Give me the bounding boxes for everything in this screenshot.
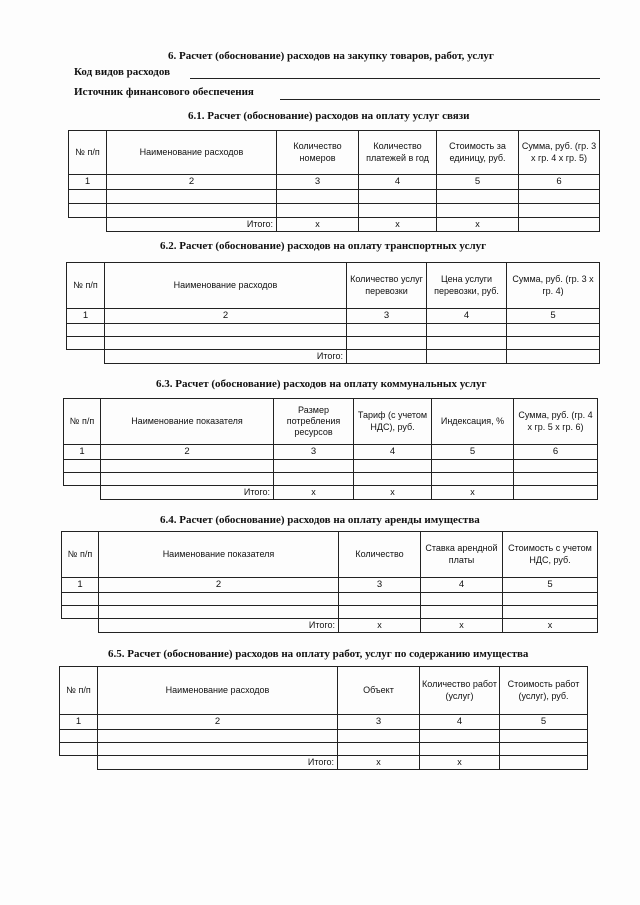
- total-cell: х: [421, 618, 503, 632]
- index-cell: 5: [503, 578, 598, 593]
- index-cell: 4: [427, 309, 507, 324]
- total-row: [60, 755, 588, 769]
- index-row: [67, 309, 600, 324]
- index-cell: 2: [98, 715, 338, 730]
- section-6-2-title: 6.2. Расчет (обоснование) расходов на оплату транспортных услуг: [160, 240, 487, 252]
- header-cell: Тариф (с учетом НДС), руб.: [354, 399, 432, 445]
- header-cell: № п/п: [62, 532, 99, 578]
- header-cell: № п/п: [67, 263, 105, 309]
- total-cell: [347, 349, 427, 363]
- table-row: [62, 605, 598, 618]
- total-cell: х: [503, 618, 598, 632]
- table-header-row: [69, 131, 600, 175]
- index-cell: 3: [347, 309, 427, 324]
- table-row: [69, 189, 600, 203]
- total-row: [62, 618, 598, 632]
- table-row: [64, 472, 598, 485]
- table-6-2: [66, 262, 600, 364]
- header-cell: Стоимость работ (услуг), руб.: [500, 667, 588, 715]
- header-cell: Индексация, %: [432, 399, 514, 445]
- total-cell: [427, 349, 507, 363]
- table-row: [62, 592, 598, 605]
- expense-code-line: [190, 78, 600, 79]
- index-cell: 1: [64, 445, 101, 460]
- index-cell: 4: [421, 578, 503, 593]
- header-cell: Наименование показателя: [99, 532, 339, 578]
- header-cell: Сумма, руб. (гр. 3 х гр. 4 х гр. 5): [519, 131, 600, 175]
- table-header-row: [67, 263, 600, 309]
- index-cell: 4: [420, 715, 500, 730]
- header-cell: Количество: [339, 532, 421, 578]
- index-row: [64, 445, 598, 460]
- section-6-5-title: 6.5. Расчет (обоснование) расходов на оплату работ, услуг по содержанию имущества: [108, 648, 529, 660]
- table-row: [67, 323, 600, 336]
- index-cell: 5: [507, 309, 600, 324]
- total-cell: х: [274, 485, 354, 499]
- index-cell: 2: [101, 445, 274, 460]
- header-cell: № п/п: [69, 131, 107, 175]
- header-cell: Наименование расходов: [107, 131, 277, 175]
- index-cell: 3: [277, 175, 359, 190]
- table-6-3: [63, 398, 598, 500]
- index-cell: 1: [60, 715, 98, 730]
- total-label: Итого:: [99, 618, 339, 632]
- header-cell: Наименование показателя: [101, 399, 274, 445]
- section-6-3-title: 6.3. Расчет (обоснование) расходов на оплату коммунальных услуг: [156, 378, 487, 390]
- total-label: Итого:: [107, 217, 277, 231]
- table-6-5: [59, 666, 588, 770]
- index-row: [69, 175, 600, 190]
- table-header-row: [60, 667, 588, 715]
- total-cell: х: [354, 485, 432, 499]
- total-cell: х: [359, 217, 437, 231]
- funding-source-line: [280, 99, 600, 100]
- table-row: [67, 336, 600, 349]
- header-cell: Количество платежей в год: [359, 131, 437, 175]
- header-cell: Количество работ (услуг): [420, 667, 500, 715]
- header-cell: № п/п: [64, 399, 101, 445]
- table-row: [60, 742, 588, 755]
- index-cell: 2: [105, 309, 347, 324]
- total-cell: [514, 485, 598, 499]
- table-header-row: [64, 399, 598, 445]
- index-cell: 1: [62, 578, 99, 593]
- total-label: Итого:: [98, 755, 338, 769]
- index-cell: 1: [67, 309, 105, 324]
- total-cell: х: [437, 217, 519, 231]
- section-6-4-title: 6.4. Расчет (обоснование) расходов на оплату аренды имущества: [160, 514, 480, 526]
- header-cell: Наименование расходов: [98, 667, 338, 715]
- index-cell: 2: [107, 175, 277, 190]
- table-6-1: [68, 130, 600, 232]
- total-cell: [500, 755, 588, 769]
- table-row: [60, 729, 588, 742]
- total-row: [69, 217, 600, 231]
- header-cell: Ставка арендной платы: [421, 532, 503, 578]
- total-row: [67, 349, 600, 363]
- header-cell: Количество услуг перевозки: [347, 263, 427, 309]
- header-cell: Стоимость за единицу, руб.: [437, 131, 519, 175]
- total-cell: х: [420, 755, 500, 769]
- table-row: [64, 459, 598, 472]
- header-cell: Наименование расходов: [105, 263, 347, 309]
- header-cell: Сумма, руб. (гр. 4 х гр. 5 х гр. 6): [514, 399, 598, 445]
- funding-source-label: Источник финансового обеспечения: [74, 86, 254, 98]
- total-row: [64, 485, 598, 499]
- index-cell: 4: [359, 175, 437, 190]
- index-row: [60, 715, 588, 730]
- total-cell: х: [277, 217, 359, 231]
- total-cell: [507, 349, 600, 363]
- index-cell: 3: [339, 578, 421, 593]
- index-cell: 2: [99, 578, 339, 593]
- index-cell: 5: [432, 445, 514, 460]
- table-header-row: [62, 532, 598, 578]
- header-cell: Сумма, руб. (гр. 3 х гр. 4): [507, 263, 600, 309]
- total-label: Итого:: [105, 349, 347, 363]
- header-cell: № п/п: [60, 667, 98, 715]
- index-cell: 4: [354, 445, 432, 460]
- total-cell: х: [339, 618, 421, 632]
- index-cell: 5: [500, 715, 588, 730]
- header-cell: Объект: [338, 667, 420, 715]
- total-cell: х: [338, 755, 420, 769]
- index-cell: 6: [519, 175, 600, 190]
- section-6-1-title: 6.1. Расчет (обоснование) расходов на оплату услуг связи: [188, 110, 470, 122]
- main-title: 6. Расчет (обоснование) расходов на закупку товаров, работ, услуг: [168, 50, 494, 62]
- header-cell: Цена услуги перевозки, руб.: [427, 263, 507, 309]
- index-cell: 5: [437, 175, 519, 190]
- total-cell: х: [432, 485, 514, 499]
- total-label: Итого:: [101, 485, 274, 499]
- table-6-4: [61, 531, 598, 633]
- expense-code-label: Код видов расходов: [74, 66, 171, 78]
- table-row: [69, 203, 600, 217]
- index-row: [62, 578, 598, 593]
- index-cell: 1: [69, 175, 107, 190]
- index-cell: 3: [274, 445, 354, 460]
- header-cell: Размер потребления ресурсов: [274, 399, 354, 445]
- header-cell: Стоимость с учетом НДС, руб.: [503, 532, 598, 578]
- total-cell: [519, 217, 600, 231]
- index-cell: 6: [514, 445, 598, 460]
- header-cell: Количество номеров: [277, 131, 359, 175]
- index-cell: 3: [338, 715, 420, 730]
